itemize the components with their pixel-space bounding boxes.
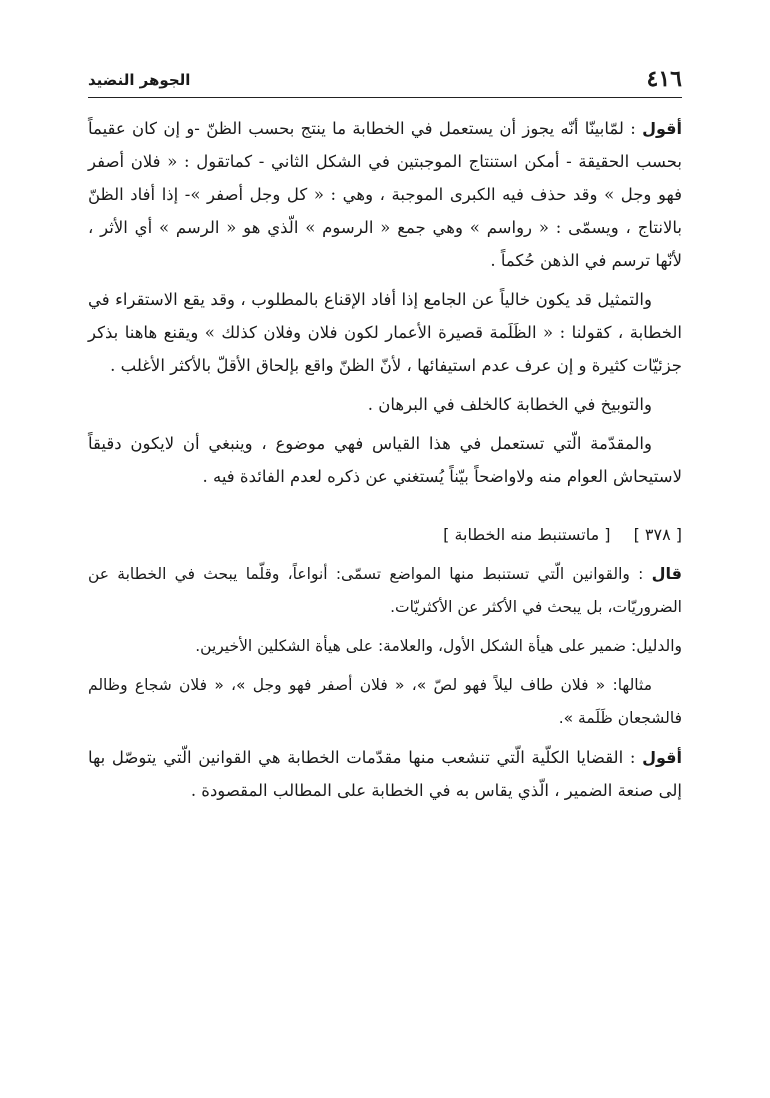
paragraph-aqulu-2 <box>88 741 682 807</box>
paragraph-text: : والقوانين الّتي تستنبط منها المواضع تسمّى: أنواعاً، وقلّما يبحث في الخطابة عن الضروريّات، بل يبحث في الأكثر عن الأكثريّات. <box>88 565 682 616</box>
paragraph-text: والمقدّمة الّتي تستعمل في هذا القياس فهي موضوع ، وينبغي أن لايكون دقيقاً لاستيحاش العوام منه ولاواضحاً بيّناً يُستغني عن ذكره لعدم الفائدة فيه . <box>88 434 682 486</box>
paragraph-tawbikh <box>88 388 682 421</box>
paragraph-text: والدليل: ضمير على هيأة الشكل الأول، والعلامة: على هيأة الشكلين الأخيرين. <box>195 637 682 655</box>
paragraph-text: والتمثيل قد يكون خالياً عن الجامع إذا أفاد الإقناع بالمطلوب ، وقد يقع الاستقراء في الخطابة ، كقولنا : « الظَلَمة قصيرة الأعمار لكون فلان وفلان كذلك » ويقنع هاهنا بذكر جزئيّات كثيرة و إن عرف عدم استيفائها ، لأنّ الظنّ واقع بإلحاق الأقلّ بالأكثر الأغلب . <box>88 290 682 375</box>
section-heading <box>88 521 682 549</box>
paragraph-dalil <box>88 630 682 663</box>
paragraph-lead-word: أقول <box>642 748 682 767</box>
paragraph-qala <box>88 557 682 624</box>
paragraph-mithaluha <box>88 669 682 735</box>
section-title: [ ماتستنبط منه الخطابة ] <box>443 525 611 544</box>
paragraph-lead-word: قال <box>651 564 682 583</box>
page-number: ٤١٦ <box>646 66 682 92</box>
page-header <box>88 66 682 94</box>
paragraph-text: مثالها: « فلان طاف ليلاً فهو لصّ »، « فلان أصفر فهو وجل »، « فلان شجاع وظالم فالشجعان ظَلَمة ». <box>88 676 682 727</box>
section-number: [ ٣٧٨ ] <box>633 525 682 544</box>
paragraph-aqulu-1 <box>88 112 682 277</box>
running-title: الجوهر النضيد <box>88 71 191 89</box>
paragraph-text: والتوبيخ في الخطابة كالخلف في البرهان . <box>367 395 652 414</box>
paragraph-text: : لمّابينّا أنّه يجوز أن يستعمل في الخطابة ما ينتج بحسب الظنّ -و إن كان عقيماً بحسب الحقيقة - أمكن استنتاج الموجبتين في الشكل الثاني - كماتقول : « فلان أصفر فهو وجل » وقد حذف فيه الكبرى الموجبة ، وهي : « كل وجل أصفر »- إذا أفاد الظنّ بالانتاج ، ويسمّى : « رواسم » وهي جمع « الرسوم » الّذي هو « الرسم » أي الأثر ، لأنّها ترسم في الذهن حُكماً . <box>88 119 682 270</box>
page-body <box>88 112 682 813</box>
header-divider <box>88 97 682 98</box>
paragraph-text: : القضايا الكلّية الّتي تنشعب منها مقدّمات الخطابة هي القوانين الّتي يتوصّل بها إلى صنعة الضمير ، الّذي يقاس به في الخطابة على المطالب المقصودة . <box>88 748 682 800</box>
paragraph-muqaddima <box>88 427 682 493</box>
paragraph-tamthil <box>88 283 682 382</box>
paragraph-lead-word: أقول <box>642 119 682 138</box>
